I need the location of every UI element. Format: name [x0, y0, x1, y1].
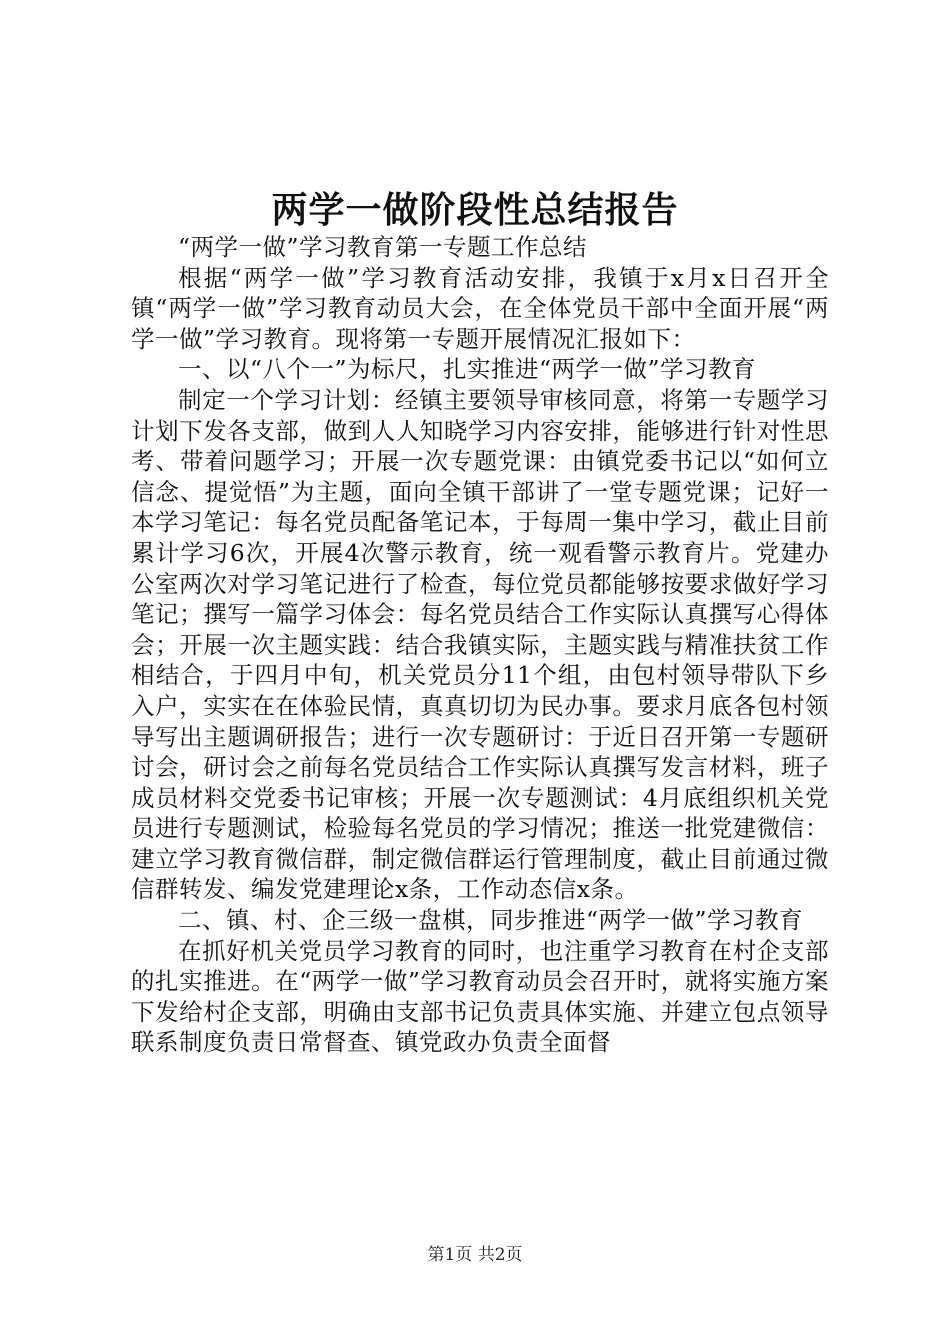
- section-1-paragraph: 制定一个学习计划：经镇主要领导审核同意，将第一专题学习计划下发各支部，做到人人知晓学习内容安排，能够进行针对性思考、带着问题学习；开展一次专题党课：由镇党委书记以“如何立信念、提觉悟”为主题，面向全镇干部讲了一堂专题党课；记好一本学习笔记：每名党员配备笔记本，于每周一集中学习，截止目前累计学习6次，开展4次警示教育，统一观看警示教育片。党建办公室两次对学习笔记进行了检查，每位党员都能够按要求做好学习笔记；撰写一篇学习体会：每名党员结合工作实际认真撰写心得体会；开展一次主题实践：结合我镇实际，主题实践与精准扶贫工作相结合，于四月中旬，机关党员分11个组，由包村领导带队下乡入户，实实在在体验民情，真真切切为民办事。要求月底各包村领导写出主题调研报告；进行一次专题研讨：于近日召开第一专题研讨会，研讨会之前每名党员结合工作实际认真撰写发言材料，班子成员材料交党委书记审核；开展一次专题测试：4月底组织机关党员进行专题测试，检验每名党员的学习情况；推送一批党建微信：建立学习教育微信群，制定微信群运行管理制度，截止目前通过微信群转发、编发党建理论x条，工作动态信x条。: [131, 385, 829, 904]
- document-title: 两学一做阶段性总结报告: [271, 189, 679, 231]
- section-heading-2: 二、镇、村、企三级一盘棋，同步推进“两学一做”学习教育: [178, 906, 804, 935]
- section-heading-1: 一、以“八个一”为标尺，扎实推进“两学一做”学习教育: [178, 355, 757, 384]
- document-body: [131, 232, 829, 1058]
- intro-paragraph: 根据“两学一做”学习教育活动安排，我镇于x月x日召开全镇“两学一做”学习教育动员大会，在全体党员干部中全面开展“两学一做”学习教育。现将第一专题开展情况汇报如下：: [131, 263, 829, 353]
- page-number-footer: 第1页 共2页: [427, 1245, 523, 1265]
- subtitle-paragraph: “两学一做”学习教育第一专题工作总结: [178, 233, 588, 261]
- section-2-paragraph: 在抓好机关党员学习教育的同时，也注重学习教育在村企支部的扎实推进。在“两学一做”学习教育动员会召开时，就将实施方案下发给村企支部，明确由支部书记负责具体实施、并建立包点领导联系制度负责日常督查、镇党政办负责全面督: [131, 936, 829, 1057]
